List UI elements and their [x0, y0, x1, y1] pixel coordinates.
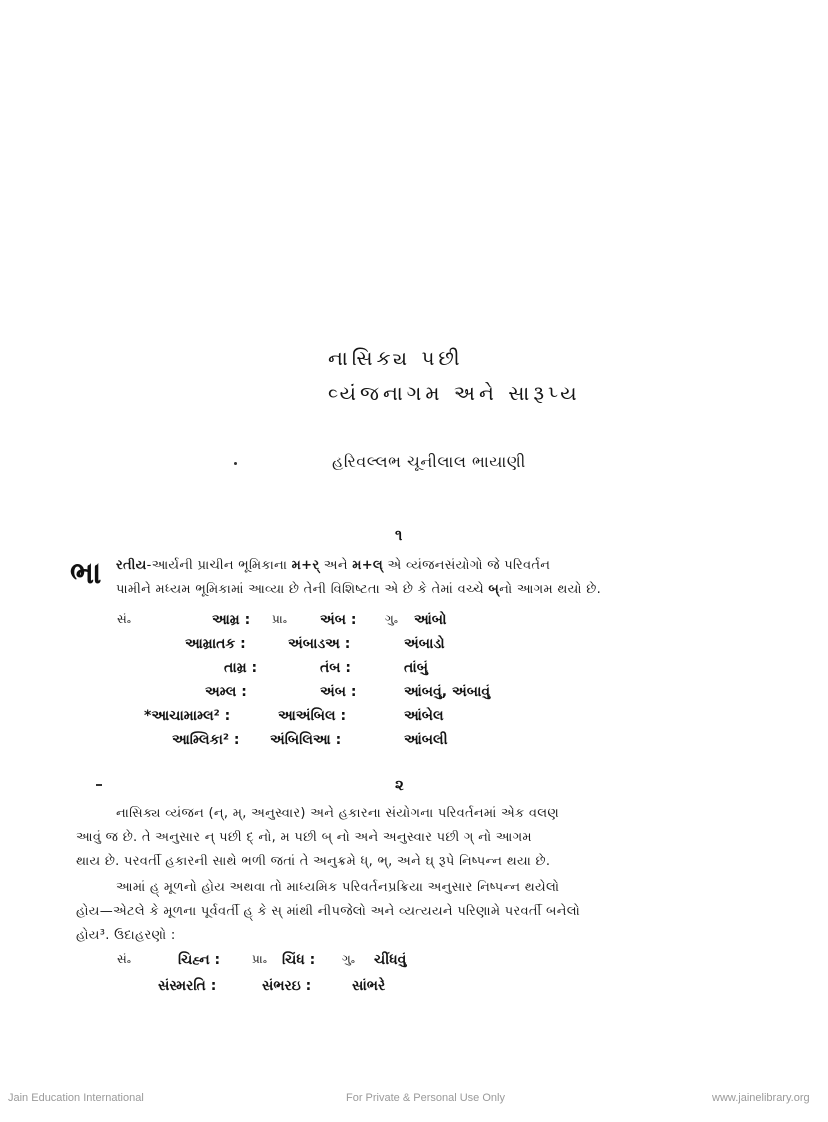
- stray-dot: [234, 462, 237, 465]
- footer-website-link[interactable]: www.jainelibrary.org: [712, 1092, 810, 1104]
- sanskrit-word: આમ્રાતક :: [185, 636, 246, 652]
- section-2-para-2-line-1: આમાં હ્ મૂળનો હોય અથવા તો માધ્યમિક પરિવર્તનપ્રક્રિયા અનુસાર નિષ્પન્ન થયેલો: [116, 880, 560, 895]
- section-2-para-2-line-2: હોય—એટલે કે મૂળના પૂર્વવર્તી હ્ કે સ્ માંથી નીપજેલો અને વ્યત્યયને પરિણામે પરવર્તી બનેલો: [76, 904, 581, 919]
- lang-prefix: પ્રા૰: [272, 612, 288, 626]
- section-1-examples: [0, 612, 828, 762]
- gujarati-word: સાંભરે: [352, 978, 386, 994]
- gujarati-word: આંબલી: [404, 732, 448, 748]
- prakrit-word: આઅંબિલ :: [278, 708, 347, 724]
- example-row: [0, 732, 828, 754]
- section-1-line-2: [116, 582, 601, 597]
- title-line-2: વ્યંજનાગમ અને સારૂપ્ય: [328, 381, 581, 405]
- section-2-examples: [0, 952, 828, 1008]
- text-span: અને: [319, 558, 353, 573]
- example-row: [0, 660, 828, 682]
- example-row: [0, 978, 828, 1002]
- text-span: પામીને મધ્યમ ભૂમિકામાં આવ્યા છે તેની વિશિષ્ટતા એ છે કે તેમાં વચ્ચે: [116, 582, 489, 597]
- drop-cap: ભા: [70, 556, 102, 591]
- gujarati-word: આંબો: [414, 612, 447, 628]
- example-row: [0, 636, 828, 658]
- section-1-line-1: [116, 558, 550, 573]
- sanskrit-word: આમ્લિકા² :: [172, 732, 240, 748]
- sanskrit-word: તામ્ર :: [224, 660, 258, 676]
- bold-cluster: મ+લ્: [352, 558, 384, 573]
- lang-prefix: ગુ૰: [385, 612, 399, 626]
- gujarati-word: આંબેલ: [404, 708, 444, 724]
- footer-publisher: Jain Education International: [8, 1092, 144, 1104]
- prakrit-word: અંબ :: [320, 612, 357, 628]
- prakrit-word: અંબ :: [320, 684, 357, 700]
- sanskrit-word: આમ્ર :: [212, 612, 251, 628]
- lang-prefix: સં૰: [117, 952, 132, 966]
- example-row: [0, 952, 828, 976]
- section-1-number: ૧: [395, 526, 403, 544]
- bold-cluster: બ્: [488, 582, 500, 597]
- section-2-para-1-line-2: આવું જ છે. તે અનુસાર ન્ પછી દ્ નો, મ પછી બ્ નો અને અનુસ્વાર પછી ગ્ નો આગમ: [76, 830, 532, 845]
- sanskrit-word: *આચામામ્લ² :: [144, 708, 231, 724]
- footer-usage-note: For Private & Personal Use Only: [346, 1092, 505, 1104]
- prakrit-word: સંભરઇ :: [262, 978, 312, 994]
- sanskrit-word: ચિહ્ન :: [178, 952, 221, 968]
- prakrit-word: તંબ :: [320, 660, 351, 676]
- bold-cluster: મ+ર્: [291, 558, 320, 573]
- sanskrit-word: અમ્લ :: [205, 684, 247, 700]
- author-name: હરિવલ્લભ ચૂનીલાલ ભાયાણી: [332, 452, 526, 471]
- gujarati-word: અંબાડો: [404, 636, 445, 652]
- example-row: [0, 612, 828, 634]
- stray-mark: [96, 784, 102, 786]
- sanskrit-word: સંસ્મરતિ :: [158, 978, 217, 994]
- title-line-1: નાસિક્ય પછી: [328, 346, 464, 370]
- lang-prefix: સં૰: [117, 612, 132, 626]
- text-span: -આર્યની પ્રાચીન ભૂમિકાના: [146, 558, 292, 573]
- section-2-para-2-line-3: હોય³. ઉદાહરણો :: [76, 928, 176, 943]
- gujarati-word: આંબવું, અંબાવું: [404, 684, 491, 700]
- section-2-para-1-line-1: નાસિક્ય વ્યંજન (ન્, મ્, અનુસ્વાર) અને હકારના સંયોગના પરિવર્તનમાં એક વલણ: [116, 806, 560, 821]
- lang-prefix: પ્રા૰: [252, 952, 268, 966]
- text-span: નો આગમ થયો છે.: [499, 582, 602, 597]
- prakrit-word: ચિંધ :: [282, 952, 316, 968]
- example-row: [0, 684, 828, 706]
- bold-word: રતીય: [116, 558, 147, 573]
- example-row: [0, 708, 828, 730]
- lang-prefix: ગુ૰: [342, 952, 356, 966]
- section-2-para-1-line-3: થાય છે. પરવર્તી હકારની સાથે ભળી જતાં તે અનુક્રમે ધ્, ભ્, અને ઘ્ રૂપે નિષ્પન્ન થયા છે.: [76, 854, 551, 869]
- gujarati-word: તાંબું: [404, 660, 428, 676]
- section-2-number: ૨: [395, 776, 404, 794]
- prakrit-word: અંબાડઅ :: [288, 636, 351, 652]
- prakrit-word: અંબિલિઆ :: [270, 732, 342, 748]
- text-span: એ વ્યંજનસંયોગો જે પરિવર્તન: [383, 558, 551, 573]
- gujarati-word: ચીંધવું: [374, 952, 407, 968]
